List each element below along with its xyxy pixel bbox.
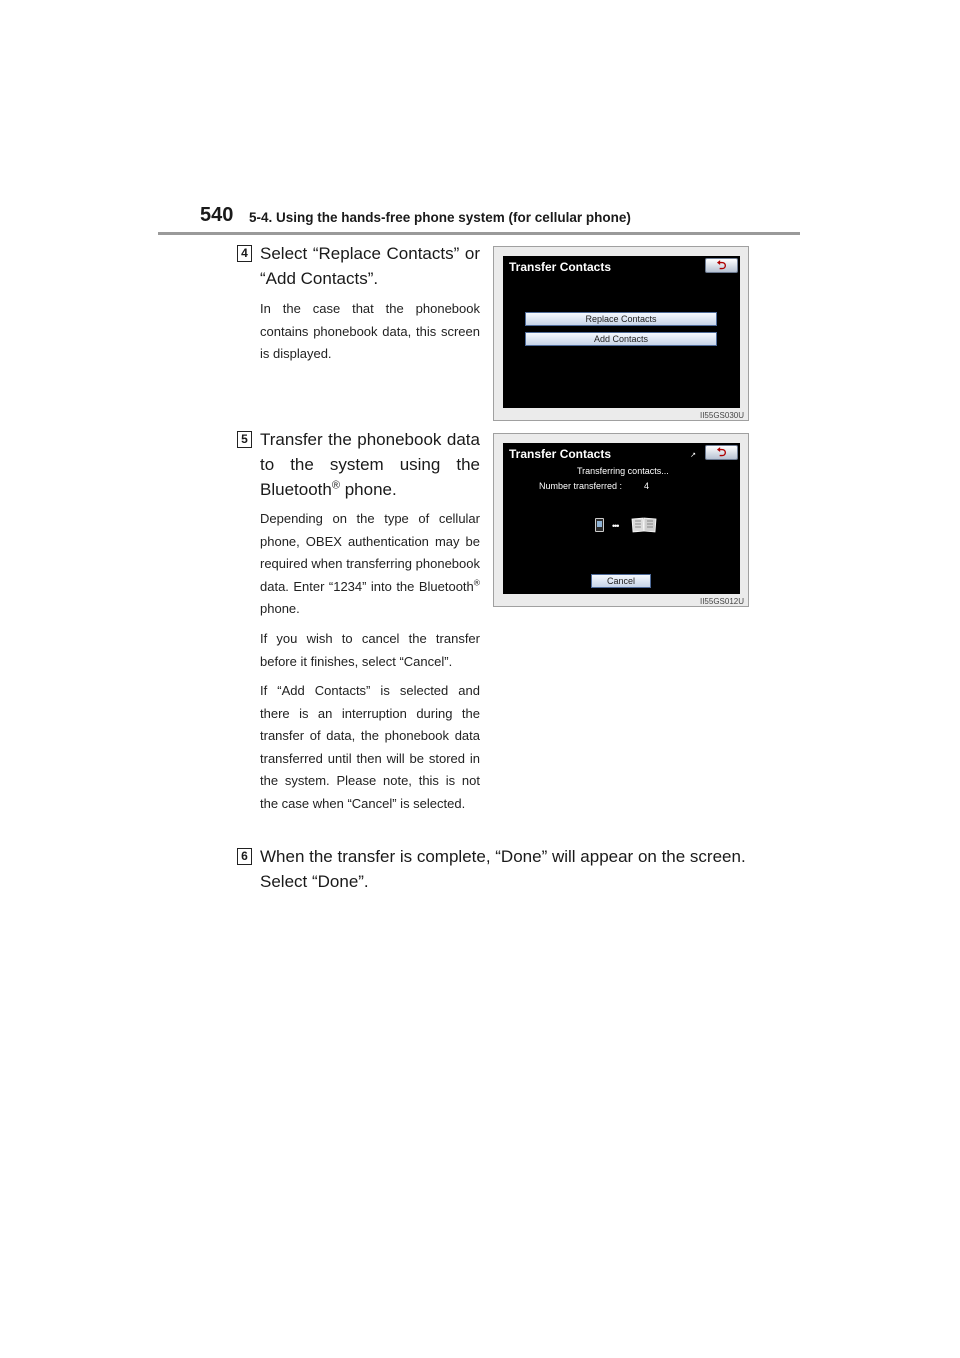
display-screen	[503, 443, 740, 594]
cellular-phone-icon	[595, 518, 604, 532]
screen-title: Transfer Contacts	[509, 260, 612, 274]
step-5-number: 5	[237, 431, 252, 448]
screen-title: Transfer Contacts	[509, 447, 612, 461]
step-4-note: In the case that the phonebook contains phonebook data, this screen is displayed.	[260, 301, 480, 362]
add-contacts-button[interactable]: Add Contacts	[525, 332, 717, 346]
image-code: II55GS030U	[699, 411, 744, 420]
step-4-instruction: Select “Replace Contacts” or “Add Contacts”.	[260, 244, 480, 288]
transfer-dots-icon: •••	[612, 521, 619, 531]
return-arrow-icon: ⮌	[716, 445, 727, 459]
number-transferred-label: Number transferred :	[539, 481, 623, 491]
step-6-number: 6	[237, 848, 252, 865]
screenshot-transferring	[493, 433, 749, 607]
screenshot-replace-contacts	[493, 246, 749, 421]
number-transferred-value: 4	[644, 481, 650, 491]
transfer-status: Transferring contacts...	[577, 466, 669, 476]
replace-contacts-button[interactable]: Replace Contacts	[525, 312, 717, 326]
back-button[interactable]	[705, 258, 738, 273]
bluetooth-signal-icon: ↗	[690, 452, 696, 459]
step-5-note-cancel: If you wish to cancel the transfer before it finishes, select “Cancel”.	[260, 631, 480, 669]
cancel-button[interactable]: Cancel	[591, 574, 651, 588]
step-5-instruction: Transfer the phonebook data to the system using the Bluetooth® phone.	[260, 430, 480, 499]
header-rule	[158, 232, 800, 235]
return-arrow-icon: ⮌	[716, 258, 727, 272]
step-4-number: 4	[237, 245, 252, 262]
image-code: II55GS012U	[699, 597, 744, 606]
back-button[interactable]	[705, 445, 738, 460]
phonebook-icon	[631, 517, 657, 533]
display-screen	[503, 256, 740, 408]
section-title: 5-4. Using the hands-free phone system (for cellular phone)	[249, 210, 631, 225]
page-number: 540	[200, 204, 234, 226]
step-5-note-interruption: If “Add Contacts” is selected and there is an interruption during the transfer of data, the phonebook data transferred until then will be stored in the system. Please note, this is not the case when “Cancel” is selected.	[260, 683, 480, 811]
step-6-instruction: When the transfer is complete, “Done” will appear on the screen. Select “Done”.	[260, 847, 746, 891]
step-5-note-obex: Depending on the type of cellular phone, OBEX authentication may be required when transferring phonebook data. Enter “1234” into the Bluetooth® phone.	[260, 511, 480, 617]
